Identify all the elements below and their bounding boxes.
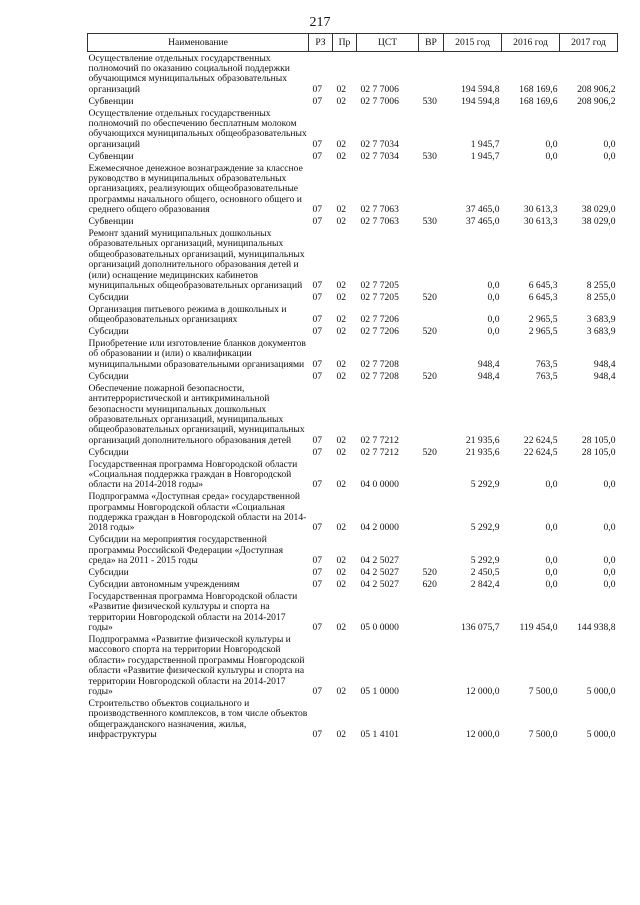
row-2017: 0,0 (603, 138, 616, 150)
row-rz: 07 (312, 291, 323, 303)
row-cst: 02 7 7034 (360, 150, 399, 162)
table-row (88, 52, 618, 96)
row-rz: 07 (312, 326, 323, 338)
table-row (88, 567, 618, 579)
row-rz: 07 (312, 204, 323, 216)
row-rz: 07 (312, 216, 323, 228)
row-vr (419, 458, 444, 491)
row-2016: 0,0 (545, 150, 558, 162)
row-name: Субсидии автономным учреждениям (88, 579, 240, 590)
row-2017: 5 000,0 (586, 686, 616, 698)
row-vr: 520 (422, 567, 437, 579)
row-2017: 208 906,2 (577, 83, 616, 95)
row-2016: 119 454,0 (519, 622, 558, 634)
row-pr: 02 (336, 434, 347, 446)
row-vr: 620 (422, 579, 437, 590)
row-2016: 7 500,0 (528, 686, 558, 698)
row-2017: 8 255,0 (586, 280, 616, 292)
row-2015: 12 000,0 (465, 686, 500, 698)
header-vr: ВР (419, 34, 444, 52)
row-name: Подпрограмма «Развитие физической культуры и массового спорта на территории Новгородской области» государственной программы Новгородской области «Развитие физической культуры и спорта на территории Новгородской области на 2014-2017 годы» (88, 634, 305, 698)
row-2016: 6 645,3 (528, 280, 558, 292)
row-2016: 0,0 (545, 522, 558, 534)
row-2016: 0,0 (545, 567, 558, 579)
row-cst: 02 7 7063 (360, 204, 399, 216)
row-pr: 02 (336, 216, 347, 228)
row-vr (419, 228, 444, 292)
row-2016: 0,0 (545, 138, 558, 150)
row-2015: 12 000,0 (465, 729, 500, 741)
row-2016: 763,5 (535, 370, 558, 382)
table-row (88, 458, 618, 491)
row-cst: 02 7 7006 (360, 83, 399, 95)
row-2017: 38 029,0 (581, 216, 616, 228)
row-cst: 02 7 7208 (360, 370, 399, 382)
row-cst: 02 7 7205 (360, 291, 399, 303)
row-2017: 0,0 (603, 555, 616, 567)
row-pr: 02 (336, 280, 347, 292)
row-2015: 0,0 (487, 326, 500, 338)
row-2015: 0,0 (487, 291, 500, 303)
row-2017: 28 105,0 (581, 434, 616, 446)
row-cst: 02 7 7034 (360, 138, 399, 150)
row-pr: 02 (336, 479, 347, 491)
table-row (88, 326, 618, 338)
row-name: Субсидии (88, 326, 129, 338)
row-2015: 2 842,4 (470, 579, 500, 590)
row-2016: 2 965,5 (528, 314, 558, 326)
row-pr: 02 (336, 150, 347, 162)
row-cst: 04 2 0000 (360, 522, 399, 534)
row-name: Подпрограмма «Доступная среда» государственной программы Новгородской области «Социальная поддержка граждан в Новгородской области на 2014-2018 годы» (88, 491, 307, 534)
row-rz: 07 (312, 314, 323, 326)
row-2016: 30 613,3 (523, 204, 558, 216)
row-pr: 02 (336, 95, 347, 107)
table-row (88, 303, 618, 325)
row-2016: 22 624,5 (523, 434, 558, 446)
page-number: 217 (309, 15, 331, 30)
row-2015: 37 465,0 (465, 216, 500, 228)
table-row (88, 228, 618, 292)
row-cst: 02 7 7206 (360, 314, 399, 326)
row-vr (419, 382, 444, 446)
row-2015: 194 594,8 (461, 83, 500, 95)
header-2017: 2017 год (560, 34, 618, 52)
row-vr: 530 (422, 150, 437, 162)
row-2016: 0,0 (545, 579, 558, 590)
row-pr: 02 (336, 622, 347, 634)
row-cst: 02 7 7063 (360, 216, 399, 228)
row-vr (419, 52, 444, 96)
row-2017: 5 000,0 (586, 729, 616, 741)
row-vr (419, 491, 444, 534)
row-cst: 02 7 7205 (360, 280, 399, 292)
row-name: Приобретение или изготовление бланков документов об образовании и (или) о квалификации муниципальными образовательными организациями (88, 338, 306, 370)
row-cst: 02 7 7212 (360, 446, 399, 458)
table-body (88, 52, 618, 741)
row-name: Субвенции (88, 95, 134, 107)
row-2017: 8 255,0 (586, 291, 616, 303)
row-pr: 02 (336, 729, 347, 741)
row-2017: 0,0 (603, 150, 616, 162)
row-name: Субсидии (88, 446, 129, 458)
row-2017: 38 029,0 (581, 204, 616, 216)
row-2015: 0,0 (487, 280, 500, 292)
row-2017: 3 683,9 (586, 326, 616, 338)
row-name: Ремонт зданий муниципальных дошкольных образовательных организаций, муниципальных общеобразовательных организаций, муниципальных организаций дополнительного образования детей и (или) оснащение медицинских кабинетов муниципальных общеобразовательных организаций (88, 228, 305, 292)
row-rz: 07 (312, 579, 323, 590)
row-2015: 1 945,7 (470, 138, 500, 150)
table-row (88, 590, 618, 633)
row-vr (419, 303, 444, 325)
row-name: Обеспечение пожарной безопасности, антитеррористической и антикриминальной безопасности муниципальных дошкольных образовательных организаций, муниципальных общеобразовательных организаций, муниципальных организаций дополнительного образования детей (88, 382, 305, 446)
row-name: Ежемесячное денежное вознаграждение за классное руководство в муниципальных образовательных организациях, реализующих общеобразовательные программы начального общего, основного общего и среднего общего образования (88, 162, 303, 216)
table-row (88, 370, 618, 382)
row-2015: 5 292,9 (470, 479, 500, 491)
row-vr (419, 107, 444, 150)
row-2017: 0,0 (603, 579, 616, 590)
row-2015: 948,4 (477, 358, 500, 370)
row-2016: 6 645,3 (528, 291, 558, 303)
row-vr: 530 (422, 95, 437, 107)
row-rz: 07 (312, 446, 323, 458)
row-cst: 02 7 7208 (360, 358, 399, 370)
row-rz: 07 (312, 479, 323, 491)
row-cst: 05 1 0000 (360, 686, 399, 698)
row-rz: 07 (312, 622, 323, 634)
row-cst: 05 0 0000 (360, 622, 399, 634)
row-2015: 5 292,9 (470, 555, 500, 567)
table-row (88, 491, 618, 534)
row-pr: 02 (336, 291, 347, 303)
row-2017: 3 683,9 (586, 314, 616, 326)
row-rz: 07 (312, 555, 323, 567)
row-name: Субвенции (88, 216, 134, 228)
row-pr: 02 (336, 314, 347, 326)
row-2017: 948,4 (593, 370, 616, 382)
row-rz: 07 (312, 83, 323, 95)
row-2016: 0,0 (545, 555, 558, 567)
table-row (88, 579, 618, 591)
row-rz: 07 (312, 567, 323, 579)
row-vr (419, 534, 444, 567)
row-rz: 07 (312, 138, 323, 150)
row-cst: 04 2 5027 (360, 567, 399, 579)
row-2017: 0,0 (603, 522, 616, 534)
row-name: Осуществление отдельных государственных полномочий по обеспечению бесплатным молоком обучающихся муниципальных общеобразовательных организаций (88, 107, 307, 150)
row-2015: 37 465,0 (465, 204, 500, 216)
row-name: Организация питьевого режима в дошкольных и общеобразовательных организациях (88, 303, 287, 326)
row-2015: 948,4 (477, 370, 500, 382)
row-vr (419, 162, 444, 216)
row-pr: 02 (336, 446, 347, 458)
row-vr: 520 (422, 370, 437, 382)
table-row (88, 338, 618, 371)
row-rz: 07 (312, 358, 323, 370)
header-2015: 2015 год (444, 34, 502, 52)
row-cst: 02 7 7206 (360, 326, 399, 338)
row-pr: 02 (336, 579, 347, 590)
row-cst: 04 0 0000 (360, 479, 399, 491)
row-2016: 7 500,0 (528, 729, 558, 741)
row-vr (419, 634, 444, 698)
row-name: Государственная программа Новгородской области «Социальная поддержка граждан в Новгородской области на 2014-2018 годы» (88, 458, 298, 491)
row-pr: 02 (336, 358, 347, 370)
row-2017: 28 105,0 (581, 446, 616, 458)
row-name: Осуществление отдельных государственных полномочий по оказанию социальной поддержки обучающимся муниципальных образовательных организаций (88, 52, 290, 95)
row-rz: 07 (312, 434, 323, 446)
table-row (88, 634, 618, 698)
row-vr (419, 697, 444, 740)
row-2016: 168 169,6 (519, 83, 558, 95)
row-2015: 21 935,6 (465, 434, 500, 446)
header-name: Наименование (88, 34, 309, 52)
row-name: Строительство объектов социального и производственного комплексов, в том числе объектов общегражданского назначения, жилья, инфраструктуры (88, 697, 308, 741)
row-2015: 5 292,9 (470, 522, 500, 534)
table-row (88, 150, 618, 162)
row-vr: 520 (422, 446, 437, 458)
row-rz: 07 (312, 370, 323, 382)
row-2015: 136 075,7 (461, 622, 500, 634)
header-2016: 2016 год (502, 34, 560, 52)
row-name: Субсидии на мероприятия государственной программы Российской Федерации «Доступная среда» на 2011 - 2015 годы (88, 534, 284, 567)
header-pr: Пр (333, 34, 357, 52)
table-row (88, 162, 618, 216)
row-name: Государственная программа Новгородской области «Развитие физической культуры и спорта на территории Новгородской области на 2014-2017 годы» (88, 590, 298, 634)
row-pr: 02 (336, 83, 347, 95)
row-name: Субвенции (88, 150, 134, 162)
row-2017: 0,0 (603, 479, 616, 491)
row-2015: 1 945,7 (470, 150, 500, 162)
row-2015: 2 450,5 (470, 567, 500, 579)
row-rz: 07 (312, 150, 323, 162)
row-2016: 168 169,6 (519, 95, 558, 107)
row-2015: 21 935,6 (465, 446, 500, 458)
row-pr: 02 (336, 686, 347, 698)
row-pr: 02 (336, 567, 347, 579)
row-cst: 05 1 4101 (360, 729, 399, 741)
row-vr: 520 (422, 326, 437, 338)
row-2015: 0,0 (487, 314, 500, 326)
row-cst: 04 2 5027 (360, 555, 399, 567)
row-rz: 07 (312, 522, 323, 534)
table-header-row (88, 34, 618, 52)
row-name: Субсидии (88, 291, 129, 303)
table-row (88, 216, 618, 228)
row-cst: 02 7 7212 (360, 434, 399, 446)
row-2016: 0,0 (545, 479, 558, 491)
row-cst: 04 2 5027 (360, 579, 399, 590)
table-row (88, 382, 618, 446)
row-2016: 763,5 (535, 358, 558, 370)
row-2016: 22 624,5 (523, 446, 558, 458)
row-name: Субсидии (88, 567, 129, 579)
row-rz: 07 (312, 95, 323, 107)
table-row (88, 107, 618, 150)
row-pr: 02 (336, 555, 347, 567)
row-2016: 30 613,3 (523, 216, 558, 228)
row-pr: 02 (336, 522, 347, 534)
row-2017: 0,0 (603, 567, 616, 579)
row-name: Субсидии (88, 370, 129, 382)
budget-table (87, 33, 618, 741)
row-pr: 02 (336, 370, 347, 382)
row-2017: 208 906,2 (577, 95, 616, 107)
row-rz: 07 (312, 280, 323, 292)
table-row (88, 534, 618, 567)
row-2015: 194 594,8 (461, 95, 500, 107)
row-pr: 02 (336, 326, 347, 338)
row-pr: 02 (336, 138, 347, 150)
row-pr: 02 (336, 204, 347, 216)
table-row (88, 291, 618, 303)
row-vr: 520 (422, 291, 437, 303)
row-rz: 07 (312, 729, 323, 741)
header-cst: ЦСТ (357, 34, 419, 52)
header-rz: РЗ (309, 34, 333, 52)
row-vr: 530 (422, 216, 437, 228)
table-row (88, 95, 618, 107)
row-2017: 144 938,8 (577, 622, 616, 634)
row-rz: 07 (312, 686, 323, 698)
row-cst: 02 7 7006 (360, 95, 399, 107)
table-row (88, 697, 618, 740)
row-2016: 2 965,5 (528, 326, 558, 338)
row-2017: 948,4 (593, 358, 616, 370)
row-vr (419, 590, 444, 633)
table-row (88, 446, 618, 458)
row-vr (419, 338, 444, 371)
